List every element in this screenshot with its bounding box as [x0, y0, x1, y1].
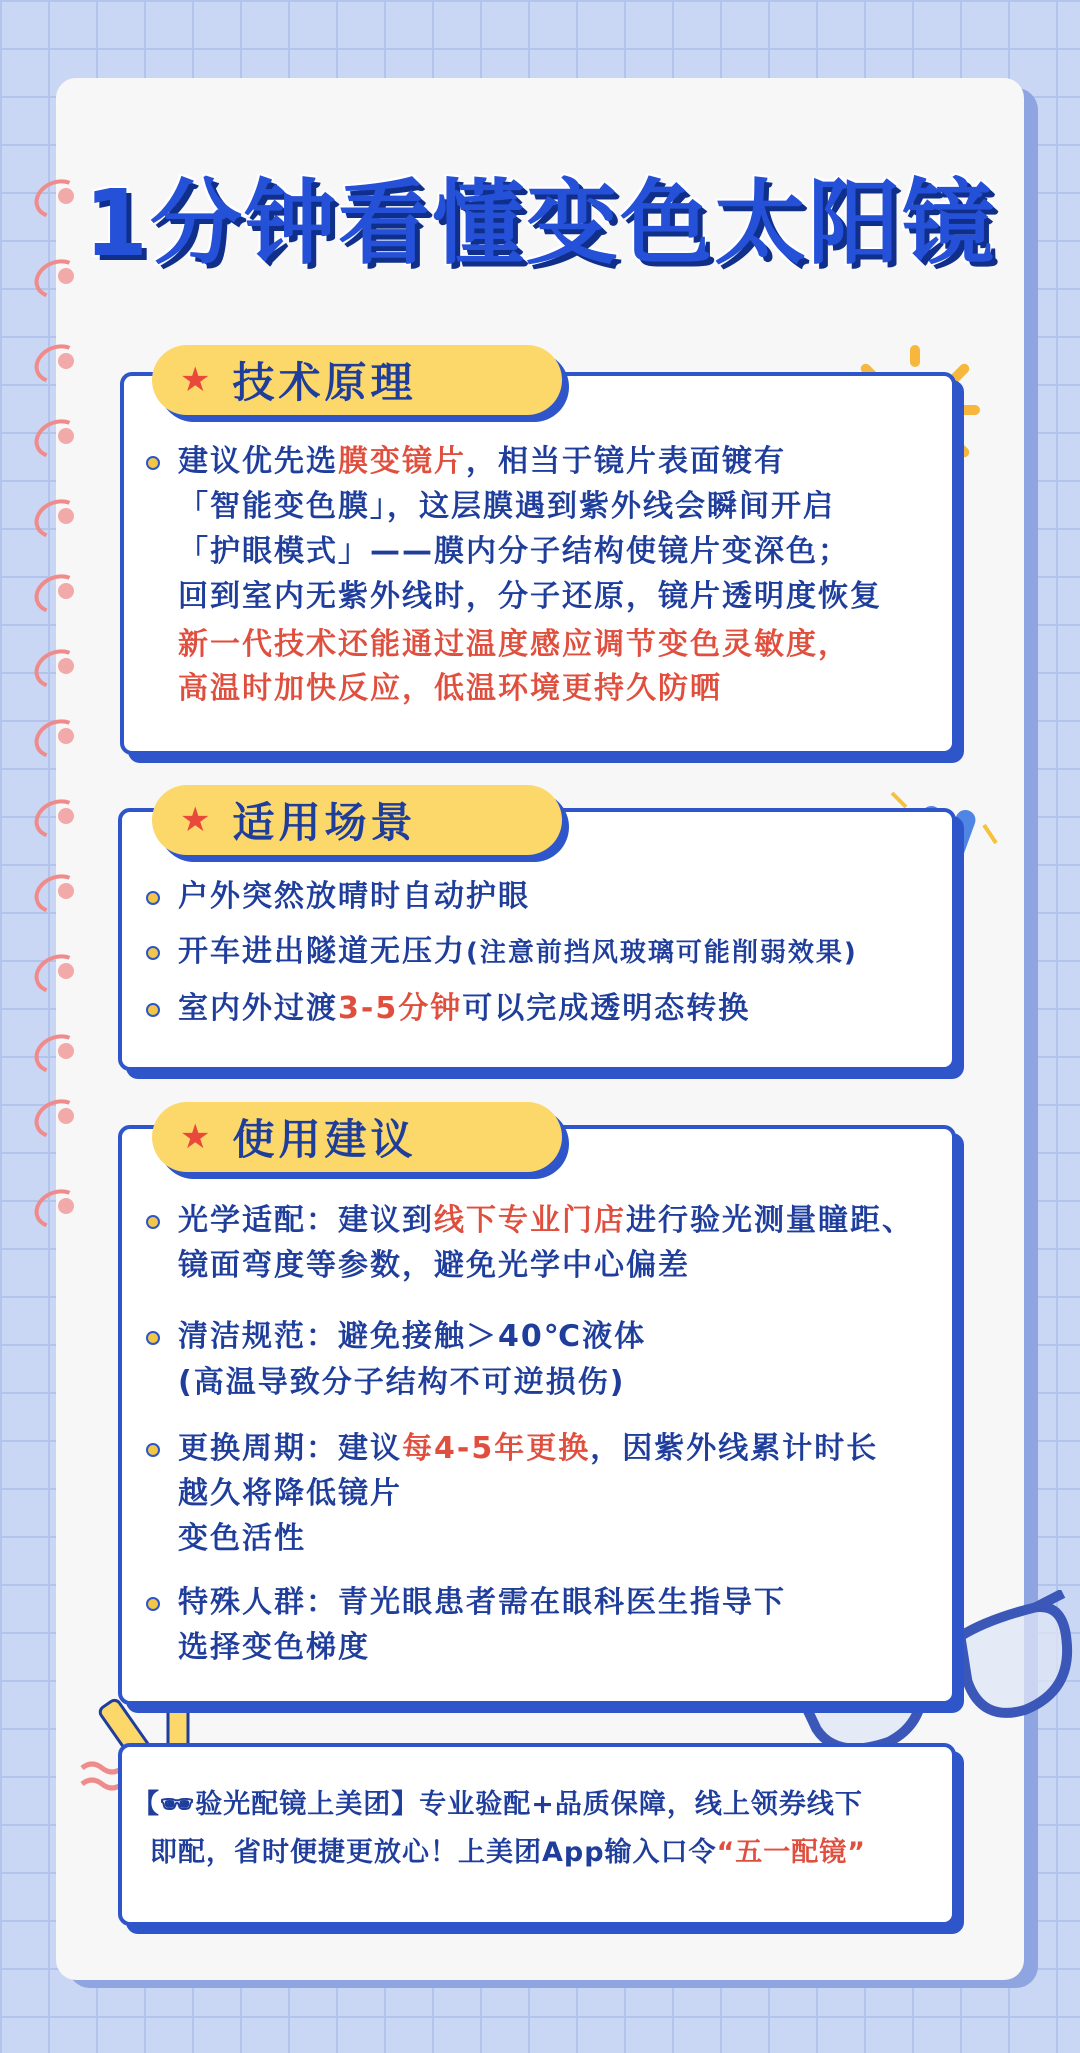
body-text: 特殊人群：青光眼患者需在眼科医生指导下	[178, 1585, 786, 1620]
highlight-text: 3-5分钟	[338, 991, 463, 1026]
text-line	[178, 1320, 646, 1353]
ring-hole	[58, 583, 74, 599]
bullet-dot-icon	[146, 1331, 160, 1345]
star-icon: ★	[180, 800, 211, 840]
body-text: 更换周期：建议	[178, 1431, 402, 1466]
text-line	[178, 935, 858, 968]
binding-ring	[34, 650, 86, 686]
footer-card	[118, 1743, 956, 1926]
section-header	[152, 345, 562, 415]
body-text: 「智能变色膜」，这层膜遇到紫外线会瞬间开启	[178, 489, 835, 524]
body-text: 越久将降低镜片	[178, 1476, 402, 1511]
body-text: ，相当于镜片表面镀有	[466, 444, 786, 479]
text-line	[178, 580, 882, 613]
body-text: (高温导致分子结构不可逆损伤)	[178, 1365, 626, 1400]
text-line	[178, 1631, 370, 1664]
text-line	[178, 1204, 914, 1237]
star-icon: ★	[180, 1117, 211, 1157]
highlight-text: 每4-5年更换	[402, 1431, 591, 1466]
binding-ring	[34, 1190, 86, 1226]
binding-ring	[34, 1035, 86, 1071]
binding-ring	[34, 345, 86, 381]
text-line	[178, 1586, 786, 1619]
bullet-dot-icon	[146, 456, 160, 470]
binding-ring	[34, 955, 86, 991]
text-line	[178, 535, 850, 568]
bullet-dot-icon	[146, 1597, 160, 1611]
body-text: 户外突然放晴时自动护眼	[178, 879, 530, 914]
ring-hole	[58, 428, 74, 444]
binding-ring	[34, 420, 86, 456]
body-text: 变色活性	[178, 1521, 306, 1556]
body-text: 镜面弯度等参数，避免光学中心偏差	[178, 1248, 690, 1283]
highlight-text: 线下专业门店	[434, 1203, 626, 1238]
section-header	[152, 785, 562, 855]
text-line	[178, 1432, 878, 1465]
ring-hole	[58, 1198, 74, 1214]
binding-ring	[34, 1100, 86, 1136]
ring-hole	[58, 808, 74, 824]
footer-line-1	[132, 1790, 863, 1820]
body-text: 选择变色梯度	[178, 1630, 370, 1665]
body-text: 进行验光测量瞳距、	[626, 1203, 914, 1238]
body-text: 室内外过渡	[178, 991, 338, 1026]
ring-hole	[58, 353, 74, 369]
highlight-text: 膜变镜片	[338, 444, 466, 479]
ring-hole	[58, 1108, 74, 1124]
binding-ring	[34, 720, 86, 756]
body-text: ，因紫外线累计时长	[590, 1431, 879, 1466]
body-text: 开车进出隧道无压力	[178, 934, 466, 969]
sunglasses-icon: 🕶	[160, 1789, 196, 1820]
section-header	[152, 1102, 562, 1172]
binding-ring	[34, 800, 86, 836]
star-icon: ★	[180, 360, 211, 400]
highlight-text: 新一代技术还能通过温度感应调节变色灵敏度，	[178, 627, 850, 662]
ring-hole	[58, 883, 74, 899]
text-line	[178, 1477, 402, 1510]
body-text: 「护眼模式」——膜内分子结构使镜片变深色；	[178, 534, 850, 569]
text-line	[178, 1249, 690, 1282]
ring-hole	[58, 963, 74, 979]
bullet-dot-icon	[146, 891, 160, 905]
text-line	[178, 1366, 625, 1399]
body-text: 即配，省时便捷更放心！上美团App输入口令	[150, 1837, 717, 1868]
section-title: 技术原理	[232, 358, 417, 407]
body-text: 清洁规范：避免接触＞40℃液体	[178, 1319, 647, 1354]
text-line	[178, 1522, 306, 1555]
bullet-dot-icon	[146, 1003, 160, 1017]
body-text: 回到室内无紫外线时，分子还原，镜片透明度恢复	[178, 579, 882, 614]
ring-hole	[58, 658, 74, 674]
text-line	[178, 672, 722, 705]
binding-ring	[34, 575, 86, 611]
binding-ring	[34, 875, 86, 911]
body-text: 建议优先选	[178, 444, 338, 479]
body-text: 验光配镜上美团】专业验配+品质保障，线上领券线下	[195, 1789, 863, 1820]
bullet-dot-icon	[146, 1215, 160, 1229]
highlight-text: “五一配镜”	[716, 1837, 867, 1868]
section-title: 适用场景	[232, 798, 417, 847]
ring-hole	[58, 1043, 74, 1059]
body-text: 【	[132, 1789, 160, 1820]
bullet-dot-icon	[146, 946, 160, 960]
highlight-text: 高温时加快反应，低温环境更持久防晒	[178, 671, 722, 706]
text-line	[178, 445, 786, 478]
text-line	[178, 992, 750, 1025]
binding-ring	[34, 500, 86, 536]
body-text: (注意前挡风玻璃可能削弱效果)	[466, 938, 858, 968]
body-text: 光学适配：建议到	[178, 1203, 434, 1238]
text-line	[178, 880, 530, 913]
bullet-dot-icon	[146, 1443, 160, 1457]
text-line	[178, 628, 850, 661]
body-text: 可以完成透明态转换	[462, 991, 751, 1026]
footer-line-2	[150, 1838, 866, 1868]
page-title: 1分钟看懂变色太阳镜	[83, 170, 996, 277]
ring-hole	[58, 728, 74, 744]
ring-hole	[58, 508, 74, 524]
text-line	[178, 490, 835, 523]
section-title: 使用建议	[232, 1115, 417, 1164]
